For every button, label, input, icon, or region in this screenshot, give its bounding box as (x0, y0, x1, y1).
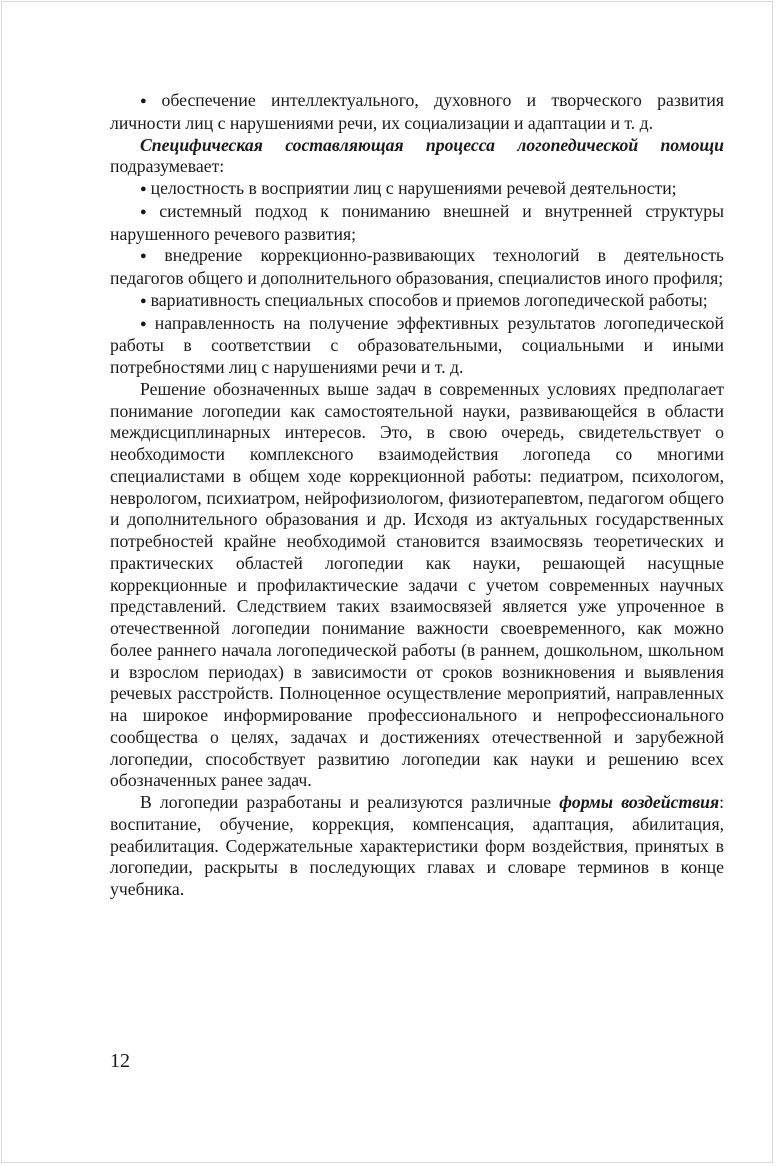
bullet-text: системный подход к пониманию внешней и внутренней структуры нарушенного речевого развития; (110, 200, 724, 244)
bullet-icon: ● (140, 95, 158, 107)
bullet-icon: ● (140, 317, 151, 330)
page-body (110, 90, 724, 901)
main-paragraph: Решение обозначенных выше задач в современных условиях предполагает понимание логопедии как самостоятельной науки, развивающейся в области междисциплинарных интересов. Это, в свою очередь, свидетельствует о необходимости комплексного взаимодействия логопеда со многими специалистами в общем ходе коррекционной работы: педиатром, психологом, неврологом, психиатром, нейрофизиологом, физиотерапевтом, педагогом общего и дополнительного образования и др. Исходя из актуальных государственных потребностей крайне необходимой становится взаимосвязь теоретических и практических областей логопедии как науки, решающей насущные коррекционные и профилактические задачи с учетом современных научных представлений. Следствием таких взаимосвязей является уже упроченное в отечественной логопедии понимание важности своевременного, как можно более раннего начала логопедической работы (в раннем, дошкольном, школьном и взрослом периодах) в зависимости от сроков возникновения и выявления речевых расстройств. Полноценное осуществление мероприятий, направленных на широкое информирование профессионального и непрофессионального сообщества о целях, задачах и достижениях отечественной и зарубежной логопедии, способствует развитию логопедии как науки и решению всех обозначенных ранее задач. (110, 378, 724, 791)
bullet-item (110, 245, 724, 290)
bullet-text: обеспечение интеллектуального, духовного и творческого развития личности лиц с нарушениями речи, их социализации и адаптации и т. д. (110, 90, 724, 133)
bullet-icon: ● (140, 183, 147, 195)
forms-text-after: : воспитание, обучение, коррекция, компенсация, адаптация, абилитация, реабилитация. Содержательные характеристики форм воздействия, принятых в логопедии, раскрыты в последующих главах и словаре терминов в конце учебника. (110, 792, 724, 899)
page-number: 12 (110, 1050, 130, 1072)
bullet-icon: ● (140, 294, 147, 307)
bullet-item (110, 90, 724, 135)
bullet-item (110, 313, 724, 379)
forms-paragraph (110, 792, 724, 901)
bullet-icon: ● (140, 250, 161, 263)
bullet-text: внедрение коррекционно-развивающих технологий в деятельность педагогов общего и дополнительного образования, специалистов иного профиля; (110, 245, 724, 288)
forms-text-before: В логопедии разработаны и реализуются различные (140, 792, 560, 812)
specific-component-paragraph (110, 135, 724, 179)
bullet-text: целостность в восприятии лиц с нарушениями речевой деятельности; (150, 178, 677, 198)
bullet-icon: ● (140, 205, 156, 218)
bullet-item (110, 290, 724, 313)
bullet-item (110, 201, 724, 246)
bullet-text: направленность на получение эффективных результатов логопедической работы в соответствии с образовательными, социальными и иными потребностями лиц с нарушениями речи и т. д. (110, 312, 724, 377)
specific-component-term: Специфическая составляющая процесса логопедической помощи (140, 134, 724, 155)
bullet-item (110, 178, 724, 201)
specific-component-text: подразумевает: (110, 156, 225, 177)
bullet-text: вариативность специальных способов и приемов логопедической работы; (150, 289, 708, 310)
forms-term: формы воздействия (559, 792, 720, 812)
